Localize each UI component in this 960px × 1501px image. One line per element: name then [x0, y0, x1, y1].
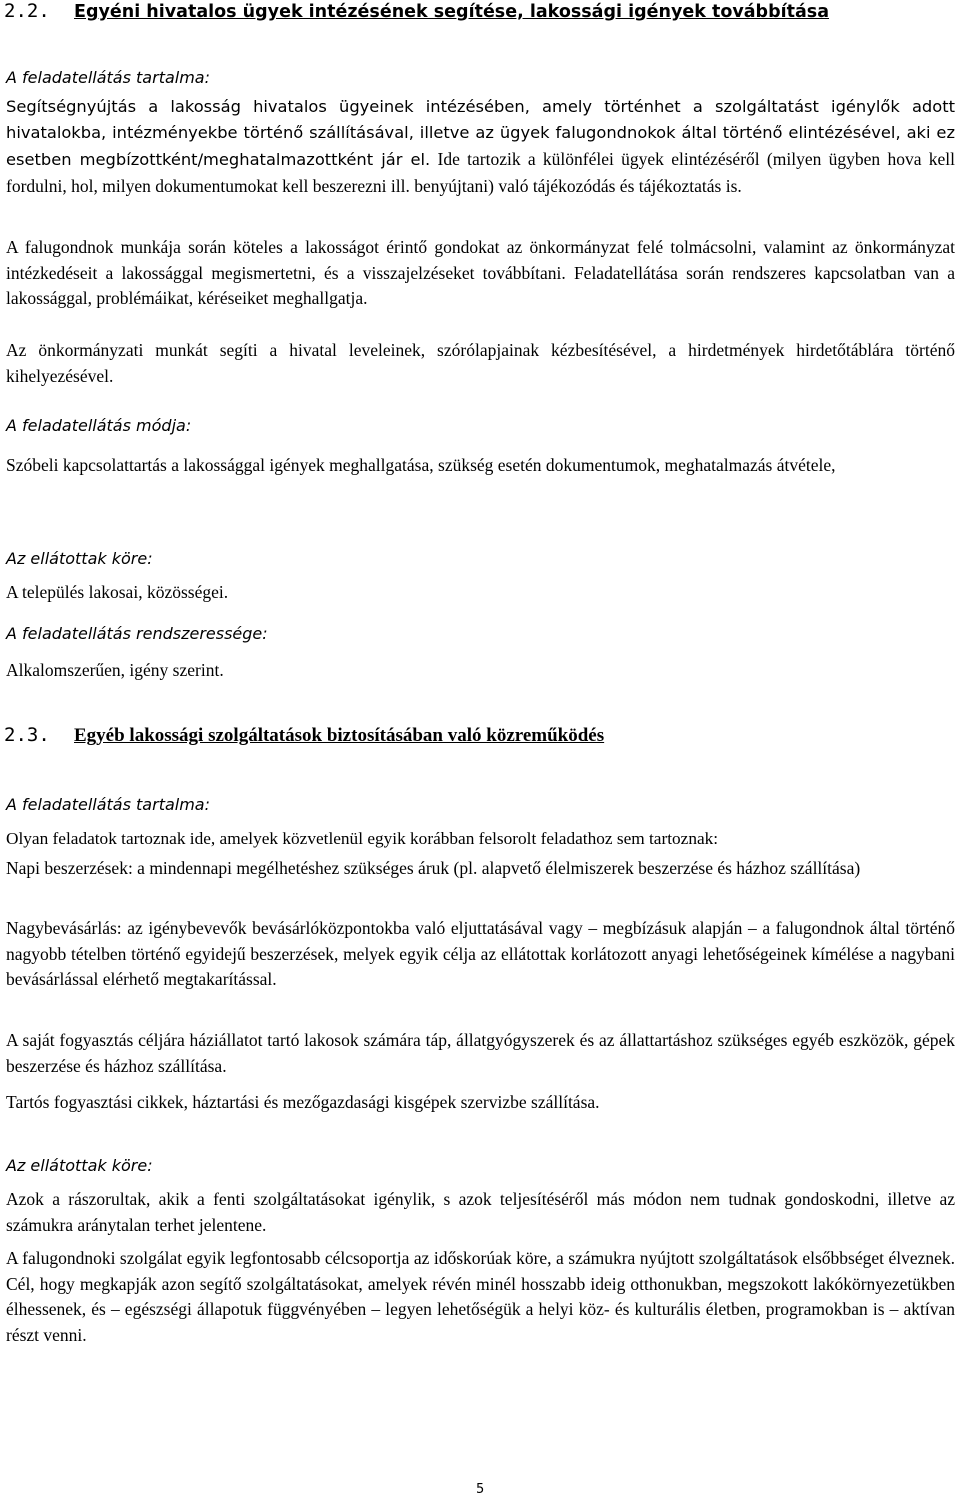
label-regularity: A feladatellátás rendszeressége: — [6, 624, 268, 643]
paragraph: A saját fogyasztás céljára háziállatot tartó lakosok számára táp, állatgyógyszerek és az állattartáshoz szükséges egyéb eszközök, gépek beszerzése és házhoz szállítása. — [6, 1030, 955, 1076]
paragraph-serif-part: Ide tartozik a különfélei ügyek elintézéséről (milyen ügyben hova kell fordulni, hol, milyen dokumentumokat kell beszerezni ill. benyújtani) való tájékozódás és tájékoztatás is. — [6, 149, 955, 196]
paragraph — [6, 94, 955, 200]
paragraph-sans-part: Segítségnyújtás a lakosság hivatalos ügyeinek intézésében, amely történhet a szolgáltatást igénylők adott hivatalokba, intézményekbe történő szállításával, illetve az ügyek falugondnokok által történő elintézésével, aki ez esetben megbízottként/meghatalmazottként jár el. — [6, 97, 955, 169]
section-title: Egyéni hivatalos ügyek intézésének segítése, lakossági igények továbbítása — [74, 2, 830, 22]
label-scope: Az ellátottak köre: — [6, 549, 153, 568]
paragraph: A falugondnoki szolgálat egyik legfontosabb célcsoportja az időskorúak köre, a számukra nyújtott szolgáltatások elsőbbséget élveznek. Cél, hogy megkapják azon segítő szolgáltatásokat, amelyek révén minél hosszabb ideig otthonukban, megszokott lakókörnyezetükben élhessenek, és – egészségi állapotuk függvényében – legyen lehetőségük a helyi köz- és kulturális életben, programokban is – aktívan részt venni. — [6, 1248, 955, 1345]
paragraph: A település lakosai, közösségei. — [6, 582, 229, 602]
paragraph: Szóbeli kapcsolattartás a lakossággal igények meghallgatása, szükség esetén dokumentumok, meghatalmazás átvétele, — [6, 455, 836, 475]
paragraph: Alkalomszerűen, igény szerint. — [6, 660, 224, 680]
section-number: 2.3. — [4, 724, 50, 746]
paragraph: Olyan feladatok tartoznak ide, amelyek közvetlenül egyik korábban felsorolt feladathoz sem tartoznak: — [6, 829, 719, 848]
paragraph: Napi beszerzések: a mindennapi megélhetéshez szükséges áruk (pl. alapvető élelmiszerek beszerzése és házhoz szállítása) — [6, 858, 861, 878]
paragraph: Nagybevásárlás: az igénybevevők bevásárlóközpontokba való eljuttatásával vagy – megbízásuk alapján – a falugondnok által történő nagyobb tételben történő egyidejű beszerzések, melyek egyik célja az ellátottak korlátozott anyagi lehetőségeinek kímélése a nagybani bevásárlással elérhető megtakarítással. — [6, 918, 955, 989]
section-heading-2-3 — [4, 724, 604, 747]
page-number: 5 — [476, 1482, 485, 1497]
section-title: Egyéb lakossági szolgáltatások biztosításában való közreműködés — [74, 725, 605, 746]
paragraph: Tartós fogyasztási cikkek, háztartási és mezőgazdasági kisgépek szervizbe szállítása. — [6, 1092, 600, 1112]
paragraph: Az önkormányzati munkát segíti a hivatal leveleinek, szórólapjainak kézbesítésével, a hirdetmények hirdetőtáblára történő kihelyezésével. — [6, 340, 955, 386]
label-content: A feladatellátás tartalma: — [6, 795, 210, 814]
paragraph: Azok a rászorultak, akik a fenti szolgáltatásokat igénylik, s azok teljesítéséről más módon nem tudnak gondoskodni, illetve az számukra aránytalan terhet jelentene. — [6, 1189, 955, 1235]
paragraph: A falugondnok munkája során köteles a lakosságot érintő gondokat az önkormányzat felé tolmácsolni, valamint az önkormányzat intézkedéseit a lakossággal megismertetni, és a visszajelzéseket továbbítani. Feladatellátása során rendszeres kapcsolatban van a lakossággal, problémáikat, kéréseiket meghallgatja. — [6, 237, 955, 308]
section-heading-2-2 — [4, 0, 829, 23]
label-content: A feladatellátás tartalma: — [6, 68, 210, 87]
label-scope: Az ellátottak köre: — [6, 1156, 153, 1175]
label-method: A feladatellátás módja: — [6, 416, 192, 435]
section-number: 2.2. — [4, 0, 50, 22]
